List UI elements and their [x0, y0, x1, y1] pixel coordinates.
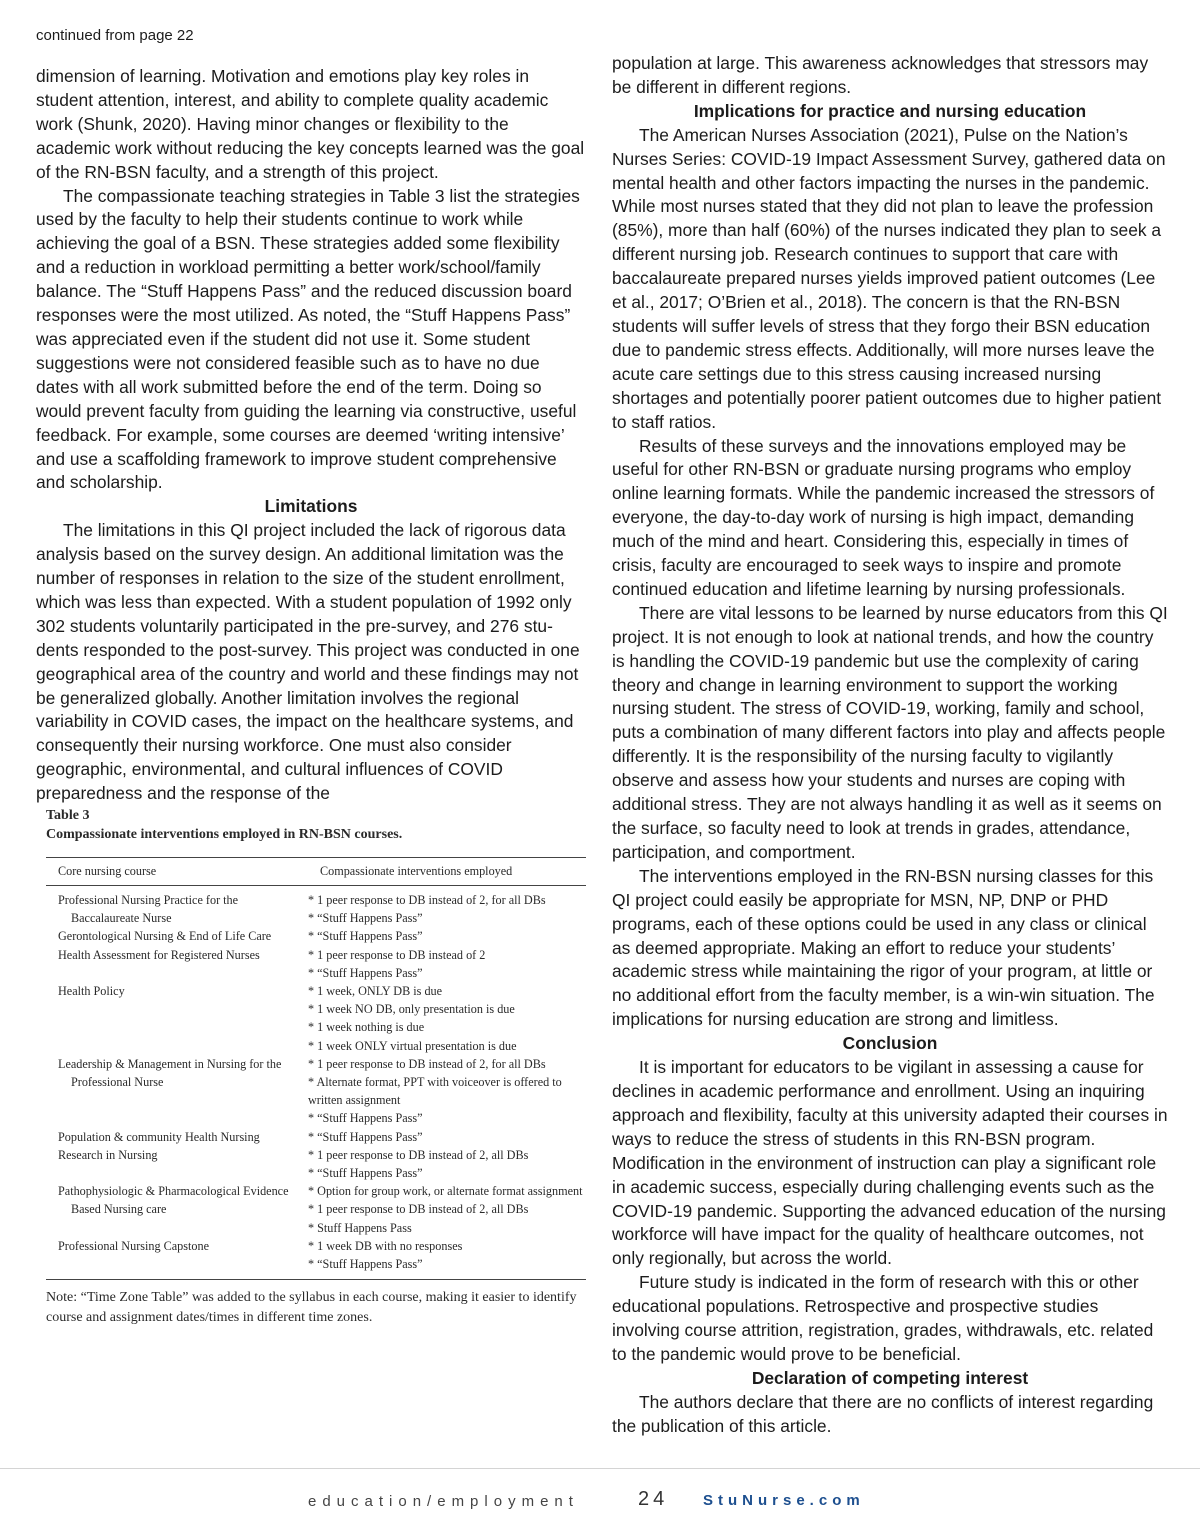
intervention-item: * 1 week, ONLY DB is due [308, 984, 443, 999]
table-cell-interventions [308, 1182, 586, 1237]
table-cell-interventions [308, 1055, 586, 1128]
table-body [46, 891, 586, 1273]
table-note: Note: “Time Zone Table” was added to the syllabus in each course, making it easier to identify course and assignment dates/times in different time zones. [46, 1290, 577, 1326]
table-cell-interventions [308, 982, 586, 1055]
table-cell-course [46, 891, 308, 927]
section-heading-declaration: Declaration of competing interest [751, 1367, 1029, 1388]
table-cell-interventions [308, 1146, 586, 1182]
course-name: Gerontological Nursing & End of Life Care [58, 929, 272, 944]
table-header-interventions: Compassionate interventions employed [320, 864, 513, 878]
continued-note: continued from page 22 [36, 27, 194, 44]
intervention-item: * Option for group work, or alternate format assignment [308, 1184, 583, 1199]
table-cell-course [46, 982, 308, 1055]
table-cell-interventions [308, 891, 586, 927]
course-name: Professional Nursing Practice for the Baccalaureate Nurse [58, 893, 239, 926]
body-paragraph: The compassionate teaching strategies in Table 3 list the strategies used by the faculty to help their students continue to work while achieving the goal of a BSN. These strategies added some flexibility and a reduction in workload permitting a better work/school/family balance. The “Stuff Happens Pass” and the reduced discussion board responses were the most utilized. As noted, the “Stuff Happens Pass” was appreciated even if the student did not use it. Some student suggestions were not considered feasible such as to have no due dates with all work submitted before the end of the term. Doing so would prevent faculty from guiding the learning via constructive, useful feedback. For example, some courses are deemed ‘writing intensive’ and use a scaffolding framework to improve student comprehensive and scholarship. [36, 185, 580, 493]
course-name: Health Assessment for Registered Nurses [58, 947, 260, 962]
table-cell-interventions [308, 1128, 586, 1146]
table-header-course: Core nursing course [58, 864, 157, 878]
section-heading-implications: Implications for practice and nursing education [693, 100, 1087, 121]
table-row [46, 1128, 586, 1146]
table-cell-course [46, 1146, 308, 1182]
table-cell-course [46, 1055, 308, 1128]
intervention-item: * “Stuff Happens Pass” [308, 965, 423, 980]
table-cell-course [46, 1128, 308, 1146]
table-row [46, 1182, 586, 1237]
intervention-item: * “Stuff Happens Pass” [308, 1129, 423, 1144]
body-paragraph: There are vital lessons to be learned by nurse educators from this QI project. It is not enough to look at national trends, and how the country is handling the COVID-19 pandemic but use the complexity of caring theory and change in learning environment to support the working nursing student. The stress of COVID-19, working, family and school, puts a combination of many different factors into play and affects people differently. It is the responsibility of the nursing faculty to vigilantly observe and assess how your students and nurses are coping with additional stress. They are not always handling it as well as it seems on the surface, so faculty need to look at trends in grades, attendance, participation, and comportment. [612, 602, 1168, 862]
page-footer [0, 1487, 1200, 1517]
table-row [46, 946, 586, 982]
intervention-item: * 1 peer response to DB instead of 2, for all DBs [308, 1056, 546, 1071]
intervention-item: * “Stuff Happens Pass” [308, 929, 423, 944]
body-paragraph: The limitations in this QI project included the lack of rigorous data analysis based on the survey design. An additional limitation was the number of responses in relation to the size of the student enrollment, which was less than expected. With a student population of 1992 only 302 students voluntarily participated in the pre-survey, and 276 stu-dents responded to the post-survey. This project was conducted in one geographical area of the country and world and these findings may not be generalized globally. Another limitation involves the regional variability in COVID cases, the impact on the healthcare systems, and consequently their nursing workforce. One must also consider geographic, environmental, and cultural influences of COVID preparedness and the response of the [36, 520, 580, 804]
table-row [46, 1055, 586, 1128]
footer-rule [0, 1468, 1200, 1469]
body-paragraph: population at large. This awareness acknowledges that stressors may be different in different regions. [612, 53, 1149, 97]
table-caption: Compassionate interventions employed in RN-BSN courses. [46, 827, 403, 842]
intervention-item: * 1 peer response to DB instead of 2, for all DBs [308, 893, 546, 907]
table-row [46, 1237, 586, 1273]
intervention-item: * “Stuff Happens Pass” [308, 1166, 423, 1181]
page-number: 24 [638, 1488, 669, 1510]
intervention-item: * Alternate format, PPT with voiceover is offered to written assignment [308, 1075, 562, 1108]
intervention-item: * Stuff Happens Pass [308, 1220, 412, 1235]
right-column [612, 52, 1168, 1439]
intervention-item: * 1 peer response to DB instead of 2, all DBs [308, 1147, 529, 1162]
intervention-item: * “Stuff Happens Pass” [308, 1257, 423, 1272]
course-name: Leadership & Management in Nursing for the Professional Nurse [58, 1056, 282, 1090]
intervention-item: * “Stuff Happens Pass” [308, 911, 423, 926]
table-cell-course [46, 1182, 308, 1237]
body-paragraph: It is important for educators to be vigilant in assessing a cause for declines in academic performance and enrollment. Using an inquiring approach and flexibility, faculty at this university adapted their courses in ways to reduce the stress of students in this RN-BSN program. Modification in the environment of instruction can play a significant role in academic success, especially during challenging events such as the COVID-19 pandemic. Supporting the advanced education of the nursing workforce will have impact for the quality of healthcare outcomes, not only regionally, but across the world. [612, 1057, 1168, 1269]
body-paragraph: The interventions employed in the RN-BSN nursing classes for this QI project could easily be appropriate for MSN, NP, DNP or PHD programs, each of these options could be used in any class or clinical as deemed appropriate. Making an effort to reduce your students’ academic stress while maintaining the rigor of your program, at little or no additional effort from the faculty member, is a win-win situation. The implications for nursing education are strong and limitless. [612, 865, 1155, 1030]
section-heading-limitations: Limitations [264, 496, 358, 517]
table-header-row [46, 857, 586, 886]
body-paragraph: Future study is indicated in the form of research with this or other educational populations. Retrospective and prospective studies involving course attrition, registration, grades, withdrawals, etc. related to the pandemic would prove to be beneficial. [612, 1272, 1154, 1364]
course-name: Pathophysiologic & Pharmacological Evidence Based Nursing care [58, 1184, 289, 1217]
intervention-item: * 1 week DB with no responses [308, 1238, 463, 1253]
table-row [46, 927, 586, 945]
body-paragraph: The American Nurses Association (2021), Pulse on the Nation’s Nurses Series: COVID-19 Impact Assessment Survey, gathered data on mental health and other factors impacting the nurses in the pandemic. While most nurses stated that they did not plan to leave the profession (85%), more than half (60%) of the nurses indicated they plan to seek a different nursing job. Research continues to support that care with baccalaureate prepared nurses yields improved patient outcomes (Lee et al., 2017; O’Brien et al., 2018). The concern is that the RN-BSN students will suffer levels of stress that they forgo their BSN education due to pandemic stress effects. Additionally, will more nurses leave the acute care settings due to this stress causing increased nursing shortages and potentially poorer patient outcomes due to higher patient to staff ratios. [612, 124, 1166, 432]
table-cell-interventions [308, 1237, 586, 1273]
left-column [36, 65, 586, 806]
table-cell-interventions [308, 927, 586, 945]
intervention-item: * 1 week nothing is due [308, 1020, 425, 1035]
table-cell-course [46, 946, 308, 982]
body-paragraph: The authors declare that there are no conflicts of interest regarding the publication of this article. [612, 1391, 1154, 1436]
table-row [46, 982, 586, 1055]
course-name: Population & community Health Nursing [58, 1129, 260, 1144]
table-label: Table 3 [46, 808, 90, 823]
course-name: Professional Nursing Capstone [58, 1238, 209, 1253]
body-paragraph: dimension of learning. Motivation and emotions play key roles in student attention, interest, and ability to complete quality academic work (Shunk, 2020). Having minor changes or flexibility to the academic work without reducing the key concepts learned was the goal of the RN-BSN faculty, and a strength of this project. [36, 66, 585, 182]
footer-brand[interactable]: StuNurse.com [703, 1492, 865, 1509]
intervention-item: * 1 week ONLY virtual presentation is due [308, 1038, 517, 1053]
table-row [46, 1146, 586, 1182]
intervention-item: * “Stuff Happens Pass” [308, 1111, 423, 1126]
body-paragraph: Results of these surveys and the innovations employed may be useful for other RN-BSN or graduate nursing programs who employ online learning formats. While the pandemic increased the stressors of everyone, the day-to-day work of nursing is high impact, demanding much of the mind and heart. Considering this, especially in times of crisis, faculty are encouraged to seek ways to inspire and promote continued education and lifetime learning by nursing professionals. [612, 435, 1155, 599]
section-heading-conclusion: Conclusion [842, 1033, 938, 1054]
intervention-item: * 1 peer response to DB instead of 2, all DBs [308, 1202, 529, 1217]
table-cell-interventions [308, 946, 586, 982]
course-name: Research in Nursing [58, 1147, 158, 1162]
table-bottom-rule [46, 1279, 586, 1280]
table-3 [46, 806, 586, 1328]
footer-section-label: education/employment [308, 1493, 579, 1510]
course-name: Health Policy [58, 984, 125, 999]
table-cell-course [46, 927, 308, 945]
intervention-item: * 1 peer response to DB instead of 2 [308, 947, 486, 962]
intervention-item: * 1 week NO DB, only presentation is due [308, 1002, 515, 1017]
table-row [46, 891, 586, 927]
table-cell-course [46, 1237, 308, 1273]
